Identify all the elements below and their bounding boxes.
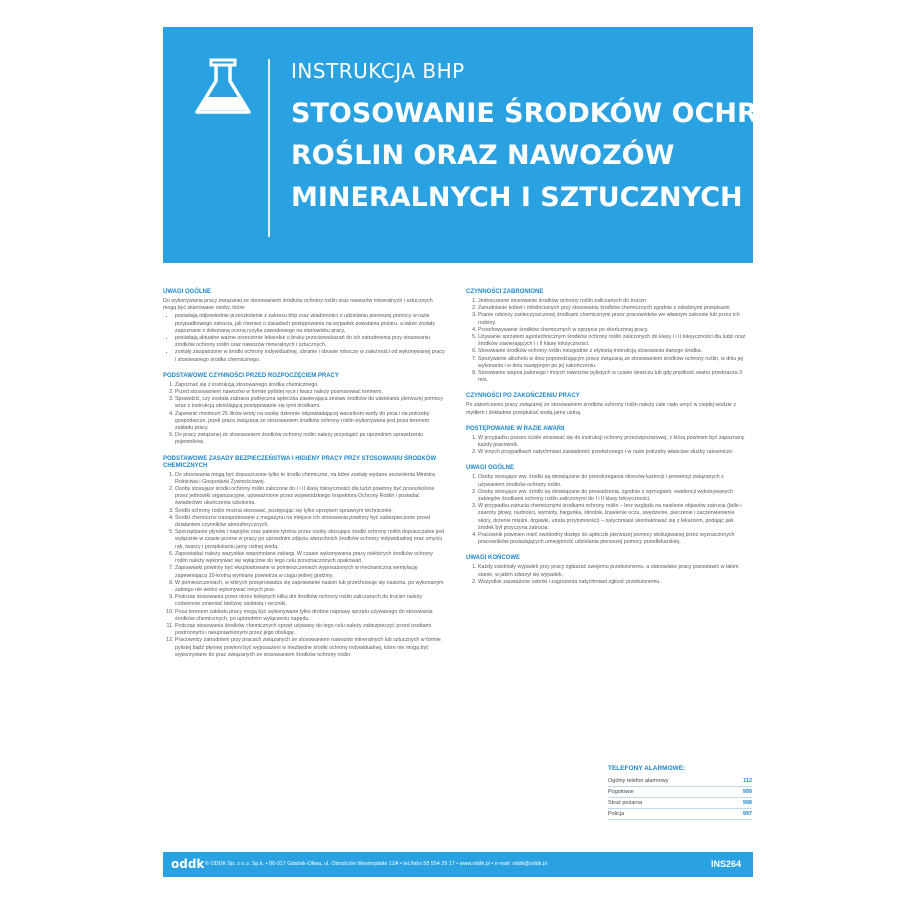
phone-row: [608, 787, 752, 798]
list-item: 4. Pracownik powinien mieć swobodny dostęp do apteczki pierwszej pomocy obsługiwanej przez wyznaczonych pracowników posiadających umiejętność udzielania pierwszej pomocy przedlekarskiej.: [478, 532, 748, 546]
list-item: 4. Środki chemiczne transportowane z magazynu na miejsce ich stosowania powinny być zabezpieczone przed działaniem czynników atmosferycznych.: [175, 515, 445, 529]
instruction-sheet: [163, 27, 823, 877]
section-after-work: [466, 393, 748, 416]
list-item: 2. Zanudnianie kobiet i młodocianych przy stosowaniu środków chemicznych zgodnie z odrębnymi przepisami.: [478, 305, 748, 312]
phone-label: Pogotowie: [608, 789, 634, 795]
phone-label: Ogólny telefon alarmowy: [608, 778, 669, 784]
list-item: 5. Używanie sprzętem agrotechnicznym środków ochrony roślin zaliczonych do klasy I i II toksyczności dla ludzi oraz środków zawierających I i II klasę toksyczności.: [478, 334, 748, 348]
footer-address: © ODDK Sp. z o.o. Sp.k. • 80-317 Gdańsk-Oliwa, ul. Obrońców Westerplatte 12A • tel./faks 58 554 29 17 • www.oddk.pl • e-mail: oddk@oddk.pl: [205, 861, 547, 867]
section-heading: UWAGI OGÓLNE: [163, 289, 211, 295]
list-item: 1. Osoby stosujące ww. środki są obowiązane do przestrzegania okresów karencji i prewencji związanych z używaniem środków ochrony roślin.: [478, 474, 748, 488]
section-safety-rules: [163, 456, 445, 659]
company-logo: oddk: [171, 857, 205, 871]
list-item: 1. Zapoznać się z instrukcją stosowanego środka chemicznego.: [175, 382, 445, 389]
list-item: 5. Do pracy związanej ze stosowaniem środków ochrony roślin należy przystąpić po uprzednim sprawdzeniu pojemników.: [175, 432, 445, 446]
list-item: 8. W pomieszczeniach, w których przeprowadza się zaprawianie nasion lub przechowuje się nasiona, po wykonanym zabiegu nie wolno wykonywać innych prac.: [175, 580, 445, 594]
numbered-list: [466, 435, 748, 457]
numbered-list: [163, 472, 445, 659]
list-item: • posiadają odpowiednie przeszkolenie z zakresu bhp oraz wiadomości o udzielaniu pierwszej pomocy w razie przypadkowego zatrucia, jak również o zasadach postępowania na wypadek powstania pożaru, a także zostały zapoznane z dokonaną oceną ryzyka zawodowego na stanowisku pracy,: [175, 313, 445, 335]
emergency-phones: [608, 765, 752, 820]
title-line: ROŚLIN ORAZ NAWOZÓW: [291, 140, 675, 171]
right-column: [466, 289, 748, 595]
section-general-remarks: [163, 289, 445, 364]
section-heading: CZYNNOŚCI PO ZAKOŃCZENIU PRACY: [466, 393, 580, 400]
list-item: 4. Przechowywanie środków chemicznych w sprzęcie po skończonej pracy.: [478, 327, 748, 334]
list-item: 1. Każdy zaistniały wypadek przy pracy zgłaszać swojemu przełożonemu, a stanowisko pracy pozostawić w takim stanie, w jakim zdarzył się wypadek.: [478, 564, 748, 578]
phone-number: 112: [743, 778, 752, 784]
list-item: 2. W innych przypadkach natychmiast zawiadomić przełożonego i w razie potrzeby właściwe służby ratownicze.: [478, 449, 748, 456]
list-item: 3. Sprawdzić, czy została zabrana podręczna apteczka zawierająca zestaw środków do udzielania pierwszej pomocy wraz z instrukcją określającą postępowanie się tymi środkami.: [175, 396, 445, 410]
flask-icon: [191, 57, 255, 119]
phone-number: 999: [742, 789, 752, 795]
phone-label: Straż pożarna: [608, 800, 643, 806]
list-item: 7. Zaprawiarki powinny być eksploatowane w pomieszczeniach wyposażonych w mechaniczną wentylację zapewniającą 10-krotną wymianę powietrza w ciągu jednej godziny.: [175, 565, 445, 579]
title-line: MINERALNYCH I SZTUCZNYCH: [291, 182, 743, 213]
list-item: 2. Osoby stosujące środki ochrony roślin zaliczone do I i II klasy toksyczności dla ludzi powinny być przeszkolone przez jednostki organizacyjne, upoważnione przez wojewódzkiego Inspektora Ochrony Roślin i posiadać świadectwo ukończenia szkolenia.: [175, 486, 445, 508]
bullet-list: [163, 313, 445, 363]
section-before-work: [163, 373, 445, 447]
list-item: 12. Pracownicy zatrudnieni przy pracach związanych ze stosowaniem nawozów mineralnych lub sztucznych w formie pylistej bądź płynnej powinni być wyposażeni w niezbędne środki ochrony indywidualnej, które nie mogą być wykorzystane do prac związanych ze stosowaniem środków ochrony roślin.: [175, 637, 445, 659]
phone-row: [608, 809, 752, 820]
document-code: INS264: [710, 859, 741, 869]
list-item: 2. Przed stosowaniem nawozów w formie pylistej ręce i twarz należy posmarować kremem.: [175, 389, 445, 396]
section-final-remarks: [466, 555, 748, 586]
phone-label: Policja: [608, 811, 625, 817]
list-item: • posiadają aktualne ważne orzeczenie lekarskie o braku przeciwwskazań do ich zatrudnienia przy stosowaniu środków ochrony roślin oraz nawozów mineralnych i sztucznych,: [175, 335, 445, 349]
header-kicker: INSTRUKCJA BHP: [291, 59, 465, 83]
list-item: 9. Podczas stosowania przez okres kolejnych kilku dni środków ochrony roślin zaliczanych do trucizn należy codziennie zmieniać bieliznę osobistą i ręczniki.: [175, 594, 445, 608]
list-item: 6. Zapowiadać należy wszystkie wspomniane zabiegi. W czasie wykonywania pracy niektórych środków ochrony roślin należy wykonywać się wyłącznie do tego celu przeznaczonych opakowań.: [175, 551, 445, 565]
phone-number: 998: [742, 800, 752, 806]
section-prohibited: [466, 289, 748, 384]
phone-row: [608, 798, 752, 809]
list-item: 1. W przypadku pożaru ściśle stosować się do instrukcji ochrony przeciwpożarowej, z którą powinien być zapoznany każdy pracownik.: [478, 435, 748, 449]
section-intro: Do wykonywania pracy związanej ze stosowaniem środków ochrony roślin oraz nawozów mineralnych i sztucznych mogą być skierowane osoby, które:: [163, 298, 433, 312]
list-item: 6. Stosowanie środków ochrony roślin niezgodnie z etykietą-instrukcją stosowania danego środka.: [478, 348, 748, 355]
phone-row: [608, 776, 752, 787]
section-heading: PODSTAWOWE CZYNNOŚCI PRZED ROZPOCZĘCIEM PRACY: [163, 372, 339, 379]
left-column: [163, 289, 445, 668]
section-heading: PODSTAWOWE ZASADY BEZPIECZEŃSTWA I HIGIENY PRACY PRZY STOSOWANIU ŚRODKÓW CHEMICZNYCH: [163, 455, 437, 469]
section-general-remarks-2: [466, 465, 748, 546]
section-heading: POSTĘPOWANIE W RAZIE AWARII: [466, 425, 565, 432]
section-heading: CZYNNOŚCI ZABRONIONE: [466, 289, 544, 295]
header-divider: [268, 59, 270, 237]
list-item: 3. W przypadku zatrucia chemicznymi środkami ochrony roślin – bez względu na nasilenie objawów zatrucia (bóle i zawroty głowy, nudności, wymioty, biegunka, ślinotok, łzawienie oczu, swędzenie, pieczenie i zaczerwienienie skóry, drżenie mięśni, drgawki, utrata przytomności) – natychmiast skontaktować się z lekarzem, podając jaki środek był przyczyną zatrucia.: [478, 503, 748, 532]
list-item: 11. Podczas stosowania środków chemicznych sprzęt używany do tego celu należy zabezpieczyć przed osobami postronnymi i nieuprawnionymi przez jego obsługę.: [175, 623, 445, 637]
list-item: 2. Osoby stosujące ww. środki są obowiązane do prowadzenia, zgodnie z wymogami, ewidencji wykonywanych zabiegów środkami ochrony roślin zaliczonymi do I i II klasy toksyczności.: [478, 489, 748, 503]
section-heading: UWAGI KOŃCOWE: [466, 555, 520, 562]
phone-number: 997: [742, 811, 752, 817]
list-item: • zostały zaopatrzone w środki ochrony indywidualnej, ubranie i obuwie robocze w zależności od wykonywanej pracy i stosowanego środka chemicznego.: [175, 349, 445, 363]
list-item: 7. Spożywanie alkoholu w dniu poprzedzającym pracę związaną ze stosowaniem środków ochrony roślin, w dniu jej wykonania i w dniu następnym po jej zakończeniu.: [478, 356, 748, 370]
header-banner: [163, 27, 823, 263]
numbered-list: [466, 298, 748, 384]
phones-heading: TELEFONY ALARMOWE:: [608, 765, 686, 772]
list-item: 8. Stosowanie wapna palonego i innych nawozów pylistych w czasie deszczu lub gdy prędkość wiatru przekracza 3 m/s.: [478, 370, 748, 384]
numbered-list: [466, 564, 748, 586]
list-item: 1. Jednoczesne stosowanie środków ochrony roślin zaliczanych do trucizn.: [478, 298, 748, 305]
numbered-list: [466, 474, 748, 546]
page-title: [291, 93, 823, 219]
title-line: STOSOWANIE ŚRODKÓW OCHRONY: [291, 98, 823, 129]
footer-bar: [163, 852, 753, 877]
list-item: 3. Środki ochrony roślin można stosować, postępując się tylko sprzętem sprawnym technicznie.: [175, 508, 445, 515]
numbered-list: [163, 382, 445, 447]
list-item: 3. Pranie odzieży zanieczyszczonej środkami chemicznymi przez pracowników we własnym zakresie lub przez ich rodziny.: [478, 312, 748, 326]
section-heading: UWAGI OGÓLNE: [466, 465, 514, 472]
list-item: 4. Zapewnić minimum 25 litrów wody na osobę dziennie odpowiadającej warunkom wody do picia i na potrzeby gospodarcze, jeżeli praca związana ze stosowaniem środków ochrony roślin wykonywana jest poza terenem zakładu pracy.: [175, 411, 445, 433]
list-item: 1. Do stosowania mogą być dopuszczone tylko te środki chemiczne, na które zostały wydane zezwolenia Ministra Rolnictwa i Gospodarki Żywnościowej.: [175, 472, 445, 486]
list-item: 2. Wszystkie zauważone usterki i zagrożenia natychmiast zgłosić przełożonemu.: [478, 579, 748, 586]
section-text: Po zakończeniu pracy związanej ze stosowaniem środków ochrony roślin należy całe ciało umyć w ciepłej wodzie z mydłem i dokładnie przepłukać wodą jamę ustną.: [466, 402, 736, 416]
section-emergency: [466, 426, 748, 457]
list-item: 10. Poza terenem zakładu pracy mogą być wykonywane tylko drobne naprawy sprzętu używanego do stosowania środków chemicznych, po uprzednim wyłączeniu napędu.: [175, 609, 445, 623]
list-item: 5. Sporządzanie płynów i napojów oraz palenie tytoniu przez osoby stosujące środki ochrony roślin dopuszczalne jest wyłącznie w czasie przerw w pracy po uprzednim zdjęciu wierzchnich środków ochrony indywidualnej oraz umyciu rąk, twarzy i przepłukaniu jamy ustnej wodą.: [175, 529, 445, 551]
